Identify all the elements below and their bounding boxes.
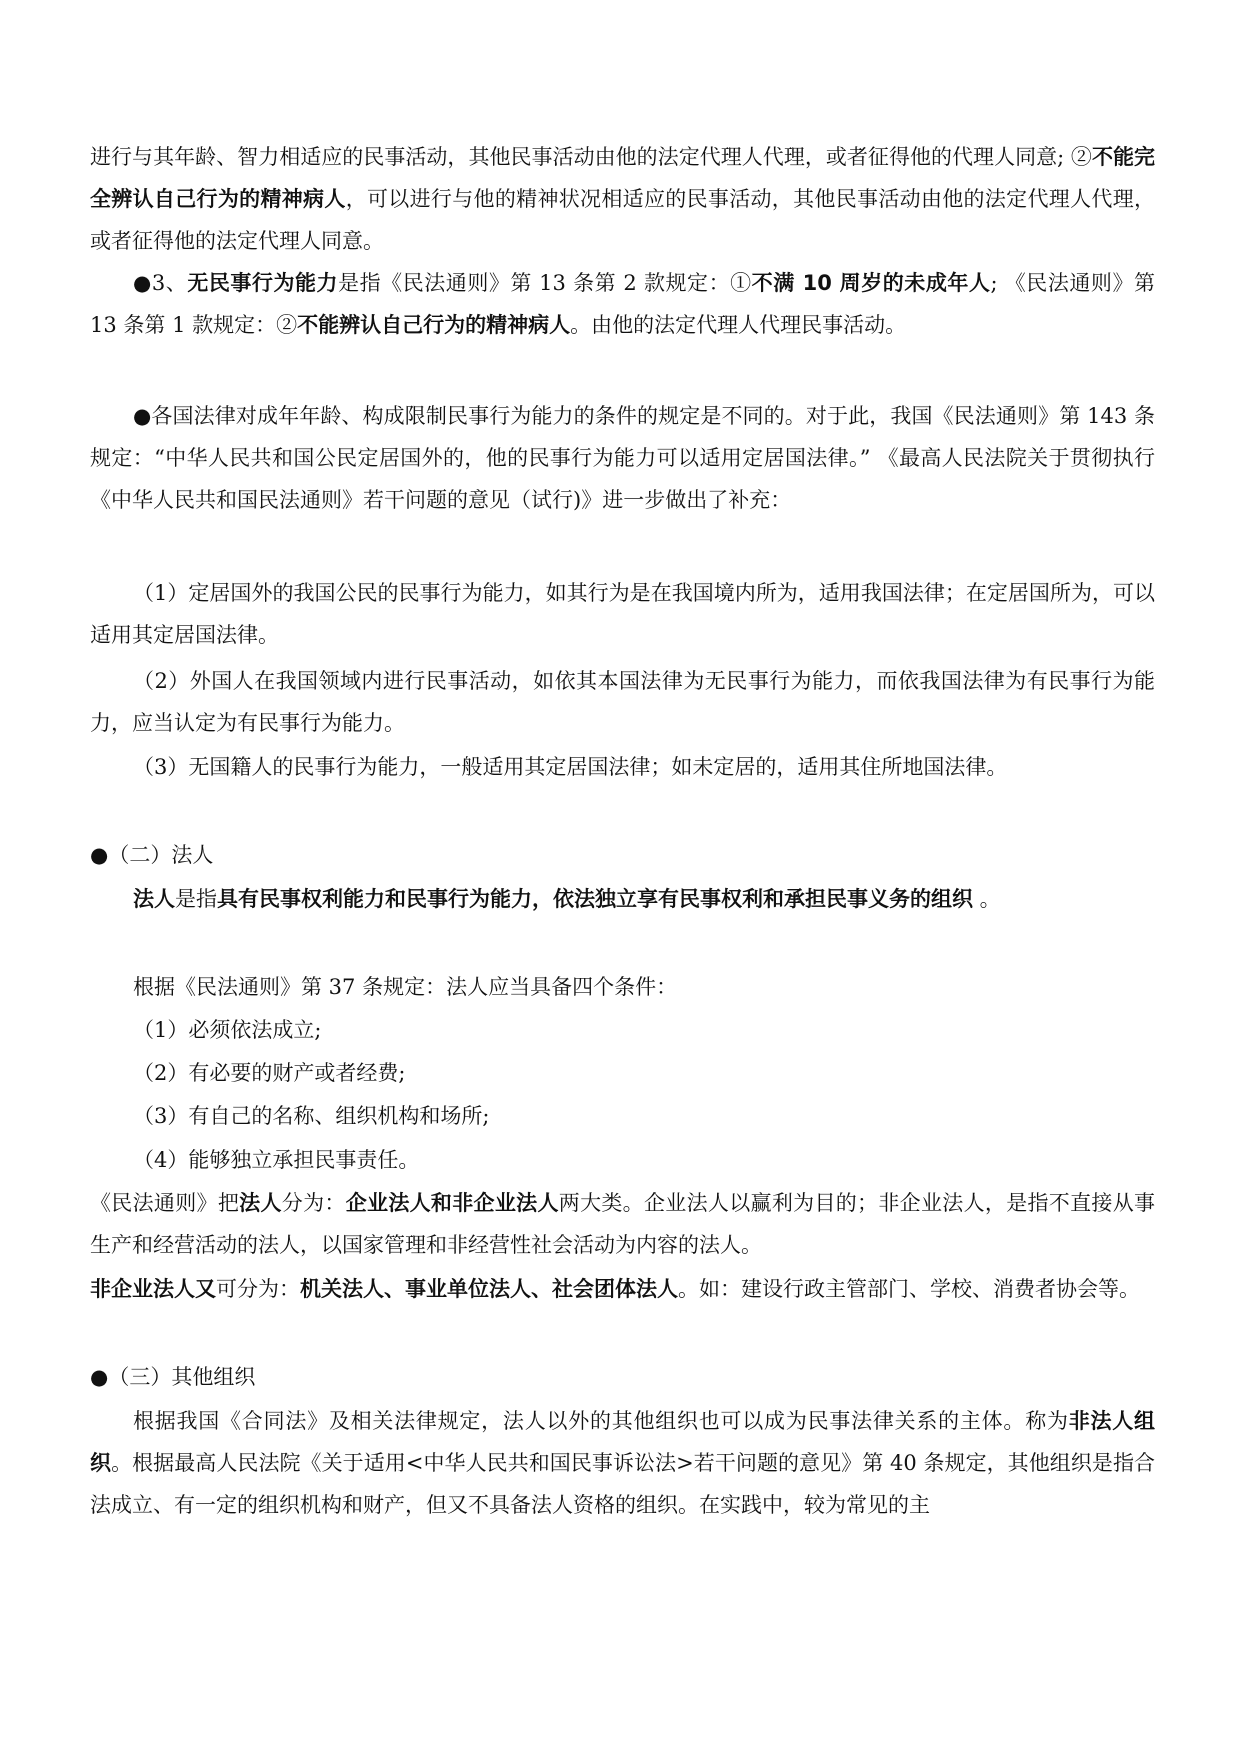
text-run: （1）必须依法成立; [133,1018,322,1042]
text-run: 是指《民法通则》第 13 条第 2 款规定：① [338,271,752,295]
text-run: 是指 [175,887,217,911]
paragraph-limited-capacity-cont [90,136,1155,262]
bold-text: 法人 [239,1191,282,1215]
section-heading-legal-person [90,834,1155,876]
text-run: 进行与其年龄、智力相适应的民事活动，其他民事活动由他的法定代理人代理，或者征得他的代理人同意; ② [90,145,1092,169]
text-run: ●（二）法人 [90,843,214,867]
text-run: （1）定居国外的我国公民的民事行为能力，如其行为是在我国境内所为，适用我国法律；在定居国所为，可以适用其定居国法律。 [90,581,1155,647]
text-run: （2）外国人在我国领域内进行民事活动，如依其本国法律为无民事行为能力，而依我国法律为有民事行为能力，应当认定为有民事行为能力。 [90,669,1155,735]
list-item-1 [90,572,1155,656]
list-item-2 [90,660,1155,744]
text-run: ，可以进行与他的精神状况相适应的民事活动，其他民事活动由他的法定代理人代理，或者征得他的法定代理人同意。 [90,187,1156,253]
bold-text: 机关法人、事业单位法人、社会团体法人 [300,1277,678,1301]
bold-text: 不能辨认自己行为的精神病人 [297,313,571,337]
text-run: ; 《民法通则》第 13 条第 1 款规定：② [90,271,1155,337]
condition-item-1 [133,1009,1155,1051]
bold-text: 不能完全辨认自己行为的精神病人 [90,145,1156,211]
condition-item-3 [133,1095,1155,1137]
text-run: 。由他的法定代理人代理民事活动。 [570,313,907,337]
paragraph-legal-person-types [90,1182,1155,1266]
paragraph-non-enterprise-types [90,1268,1155,1310]
text-run: ●3、 [133,271,188,295]
text-run: 分为： [281,1191,346,1215]
condition-item-2 [133,1052,1155,1094]
paragraph-no-capacity [90,262,1155,346]
bold-text: 非企业法人又 [90,1277,216,1301]
section-heading-other-organizations [90,1356,1155,1398]
paragraph-foreign-law [90,395,1155,521]
bold-text: 企业法人和非企业法人 [345,1191,559,1215]
condition-item-4 [133,1139,1155,1181]
bold-text: 无民事行为能力 [187,271,339,295]
text-run: ●（三）其他组织 [90,1365,256,1389]
text-run: 可分为： [216,1277,300,1301]
text-run: 根据《民法通则》第 37 条规定：法人应当具备四个条件： [133,975,678,999]
text-run: 。如：建设行政主管部门、学校、消费者协会等。 [678,1277,1140,1301]
bold-text: 不满 10 周岁的未成年人 [751,271,991,295]
text-run: 根据我国《合同法》及相关法律规定，法人以外的其他组织也可以成为民事法律关系的主体。称为 [133,1409,1069,1433]
paragraph-four-conditions [133,966,1155,1008]
bold-text: 法人 [133,887,175,911]
text-run: 两大类。企业法人以赢利为目的；非企业法人，是指不直接从事生产和经营活动的法人，以国家管理和非经营性社会活动为内容的法人。 [90,1191,1156,1257]
text-run: 《民法通则》把 [90,1191,240,1215]
bold-text: 非法人组织 [90,1409,1156,1475]
text-run: （3）无国籍人的民事行为能力，一般适用其定居国法律；如未定居的，适用其住所地国法律。 [133,755,1008,779]
text-run: （2）有必要的财产或者经费; [133,1061,406,1085]
text-run: （4）能够独立承担民事责任。 [133,1148,420,1172]
text-run: 。根据最高人民法院《关于适用<中华人民共和国民事诉讼法>若干问题的意见》第 40 条规定，其他组织是指合法成立、有一定的组织机构和财产，但又不具备法人资格的组织。在实践中，较为常见的主 [90,1451,1156,1517]
list-item-3 [90,746,1155,788]
text-run: ●各国法律对成年年龄、构成限制民事行为能力的条件的规定是不同的。对于此，我国《民法通则》第 143 条规定：“中华人民共和国公民定居国外的，他的民事行为能力可以适用定居国法律。” 《最高人民法院关于贯彻执行《中华人民共和国民法通则》若干问题的意见（试行)》进一步做出了补充： [90,404,1155,512]
text-run: 。 [973,887,1001,911]
bold-text: 具有民事权利能力和民事行为能力，依法独立享有民事权利和承担民事义务的组织 [217,887,973,911]
paragraph-legal-person-definition [133,878,1155,920]
paragraph-other-organizations [90,1400,1155,1526]
text-run: （3）有自己的名称、组织机构和场所; [133,1104,490,1128]
